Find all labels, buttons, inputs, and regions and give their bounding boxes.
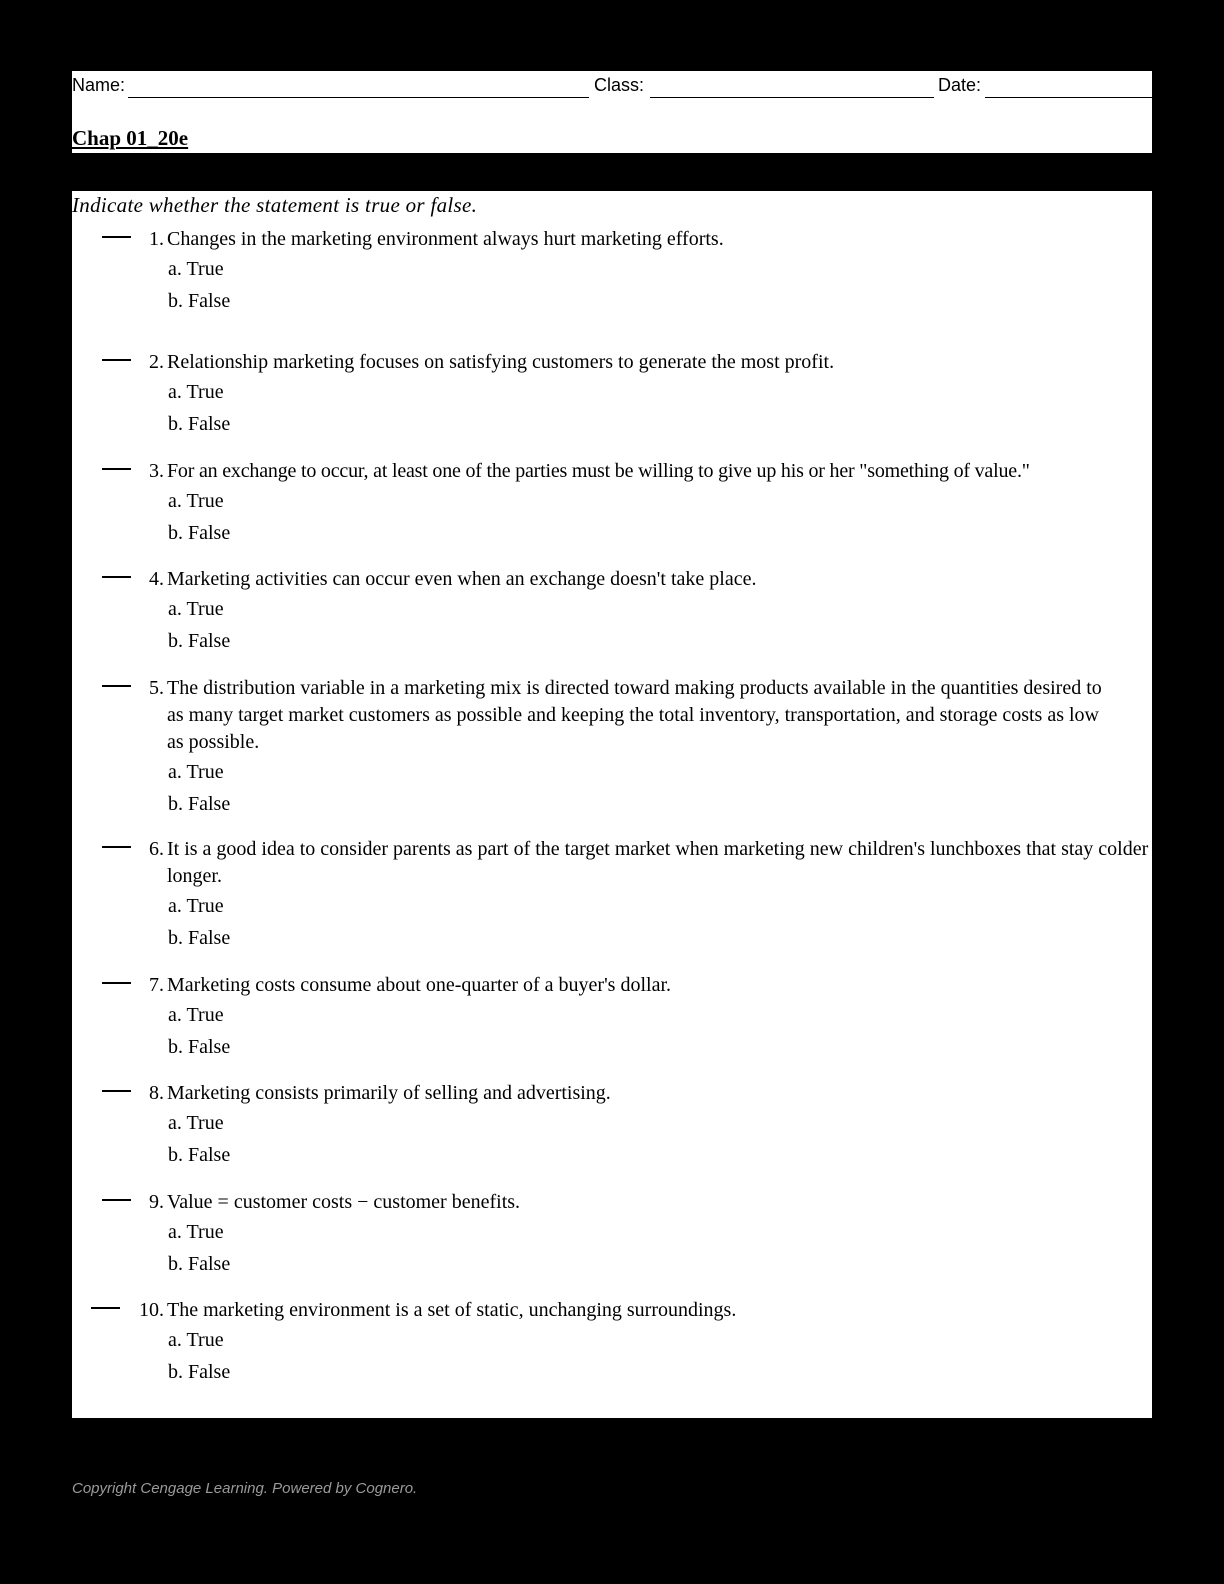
choice-false[interactable]: b. False [168, 1144, 231, 1166]
name-label: Name: [72, 75, 126, 95]
answer-blank[interactable] [91, 1307, 120, 1309]
answer-blank[interactable] [102, 236, 131, 238]
class-label: Class: [594, 75, 645, 95]
choice-false[interactable]: b. False [168, 927, 231, 949]
question-number: 3. [149, 460, 164, 482]
choice-true[interactable]: a. True [168, 598, 224, 620]
question-text: The marketing environment is a set of static, unchanging surroundings. [167, 1299, 737, 1321]
choice-true[interactable]: a. True [168, 1329, 224, 1351]
choice-false[interactable]: b. False [168, 522, 231, 544]
question-number: 9. [149, 1191, 164, 1213]
answer-blank[interactable] [102, 359, 131, 361]
question-number: 4. [149, 568, 164, 590]
class-field-line[interactable] [650, 97, 934, 98]
choice-false[interactable]: b. False [168, 793, 231, 815]
answer-blank[interactable] [102, 685, 131, 687]
question-number: 2. [149, 351, 164, 373]
header-panel [72, 71, 1152, 153]
choice-false[interactable]: b. False [168, 1036, 231, 1058]
choice-true[interactable]: a. True [168, 1112, 224, 1134]
choice-true[interactable]: a. True [168, 381, 224, 403]
choice-false[interactable]: b. False [168, 413, 231, 435]
choice-true[interactable]: a. True [168, 761, 224, 783]
questions-panel [72, 191, 1152, 1418]
choice-true[interactable]: a. True [168, 258, 224, 280]
question-number: 10. [139, 1299, 164, 1321]
question-text: For an exchange to occur, at least one of the parties must be willing to give up his or her "something of value." [167, 460, 1030, 482]
page-title: Chap 01_20e [72, 126, 189, 150]
question-text: Marketing consists primarily of selling and advertising. [167, 1082, 611, 1104]
answer-blank[interactable] [102, 982, 131, 984]
date-field-line[interactable] [985, 97, 1152, 98]
question-text: The distribution variable in a marketing mix is directed toward making products available in the quantities desired to as many target market customers as possible and keeping the total inventory, transportation, and storage costs as low as possible. [167, 677, 1102, 753]
choice-false[interactable]: b. False [168, 1361, 231, 1383]
choice-false[interactable]: b. False [168, 630, 231, 652]
question-number: 1. [149, 228, 164, 250]
question-text: Marketing activities can occur even when an exchange doesn't take place. [167, 568, 757, 590]
choice-false[interactable]: b. False [168, 1253, 231, 1275]
choice-false[interactable]: b. False [168, 290, 231, 312]
name-field-line[interactable] [128, 97, 589, 98]
header-fields-row [72, 74, 1152, 98]
choice-true[interactable]: a. True [168, 1221, 224, 1243]
question-number: 8. [149, 1082, 164, 1104]
instruction-text: Indicate whether the statement is true or false. [72, 193, 478, 217]
copyright-footer: Copyright Cengage Learning. Powered by Cognero. [72, 1480, 418, 1497]
choice-true[interactable]: a. True [168, 490, 224, 512]
answer-blank[interactable] [102, 468, 131, 470]
answer-blank[interactable] [102, 1199, 131, 1201]
date-label: Date: [938, 75, 982, 95]
question-number: 6. [149, 838, 164, 860]
question-text: It is a good idea to consider parents as part of the target market when marketing new children's lunchboxes that stay colder longer. [167, 838, 1149, 887]
question-number: 5. [149, 677, 164, 699]
question-text: Marketing costs consume about one-quarter of a buyer's dollar. [167, 974, 672, 996]
answer-blank[interactable] [102, 846, 131, 848]
question-number: 7. [149, 974, 164, 996]
choice-true[interactable]: a. True [168, 1004, 224, 1026]
answer-blank[interactable] [102, 576, 131, 578]
question-text: Changes in the marketing environment always hurt marketing efforts. [167, 228, 724, 250]
question-text: Relationship marketing focuses on satisfying customers to generate the most profit. [167, 351, 835, 373]
choice-true[interactable]: a. True [168, 895, 224, 917]
answer-blank[interactable] [102, 1090, 131, 1092]
question-text: Value = customer costs − customer benefits. [167, 1191, 521, 1213]
